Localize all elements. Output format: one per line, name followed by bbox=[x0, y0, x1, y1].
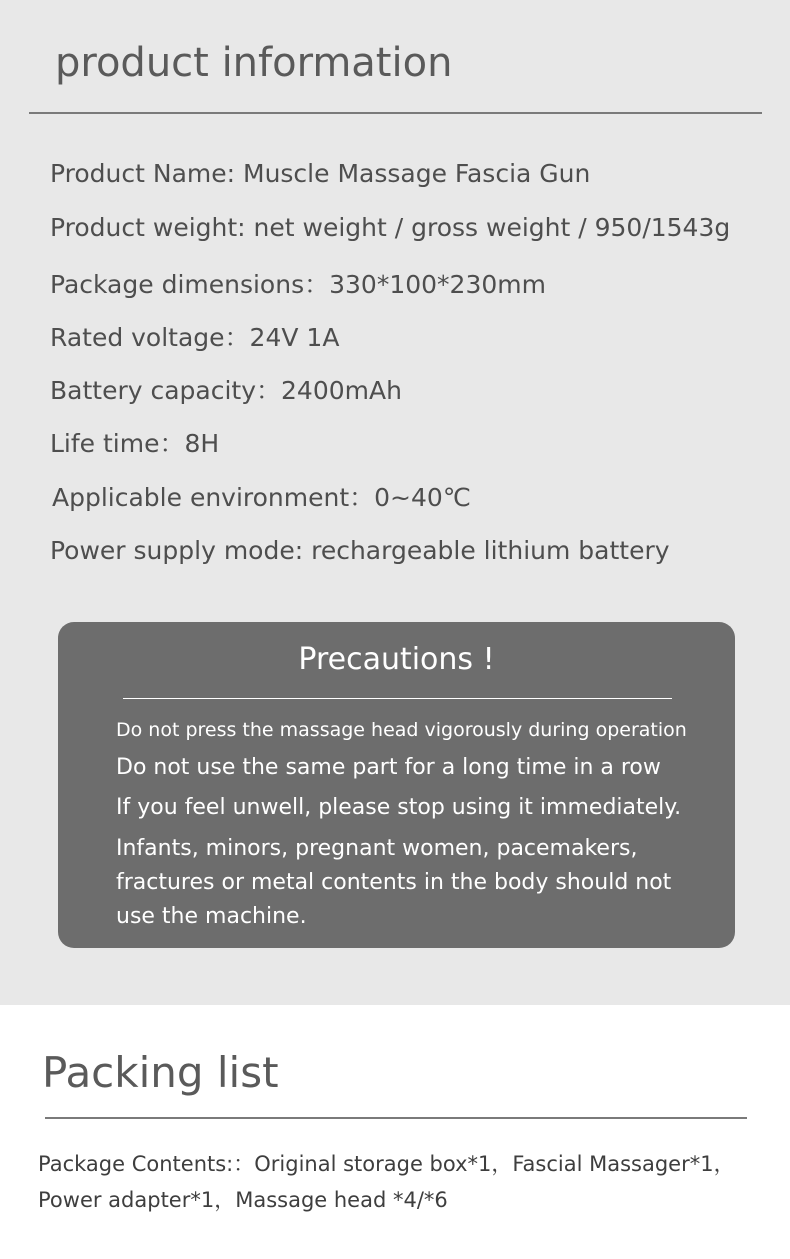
precaution-item: Do not use the same part for a long time in a row bbox=[116, 755, 661, 780]
spec-life-time: Life time：8H bbox=[50, 429, 220, 458]
precaution-item: If you feel unwell, please stop using it immediately. bbox=[116, 795, 682, 820]
spec-rated-voltage: Rated voltage：24V 1A bbox=[50, 323, 340, 352]
spec-battery-capacity: Battery capacity：2400mAh bbox=[50, 376, 402, 405]
product-information-divider bbox=[29, 112, 762, 114]
spec-applicable-environment: Applicable environment：0~40℃ bbox=[52, 483, 471, 512]
precaution-item: Infants, minors, pregnant women, pacemakers, fractures or metal contents in the body should not use the machine. bbox=[116, 836, 672, 929]
product-information-title: product information bbox=[55, 40, 453, 86]
spec-power-supply-mode: Power supply mode: rechargeable lithium battery bbox=[50, 536, 670, 565]
packing-list-title: Packing list bbox=[42, 1048, 279, 1097]
spec-package-dimensions: Package dimensions：330*100*230mm bbox=[50, 270, 546, 299]
packing-list-divider bbox=[45, 1117, 747, 1119]
precautions-box bbox=[58, 622, 735, 948]
precaution-item: Do not press the massage head vigorously during operation bbox=[116, 719, 687, 741]
precautions-divider bbox=[123, 698, 672, 699]
precautions-title: Precautions ! bbox=[298, 642, 495, 677]
spec-product-name: Product Name: Muscle Massage Fascia Gun bbox=[50, 159, 591, 188]
spec-product-weight: Product weight: net weight / gross weight / 950/1543g bbox=[50, 213, 731, 242]
package-contents: Package Contents:：Original storage box*1，Fascial Massager*1，Power adapter*1，Massage head *4/*6 bbox=[38, 1152, 735, 1212]
